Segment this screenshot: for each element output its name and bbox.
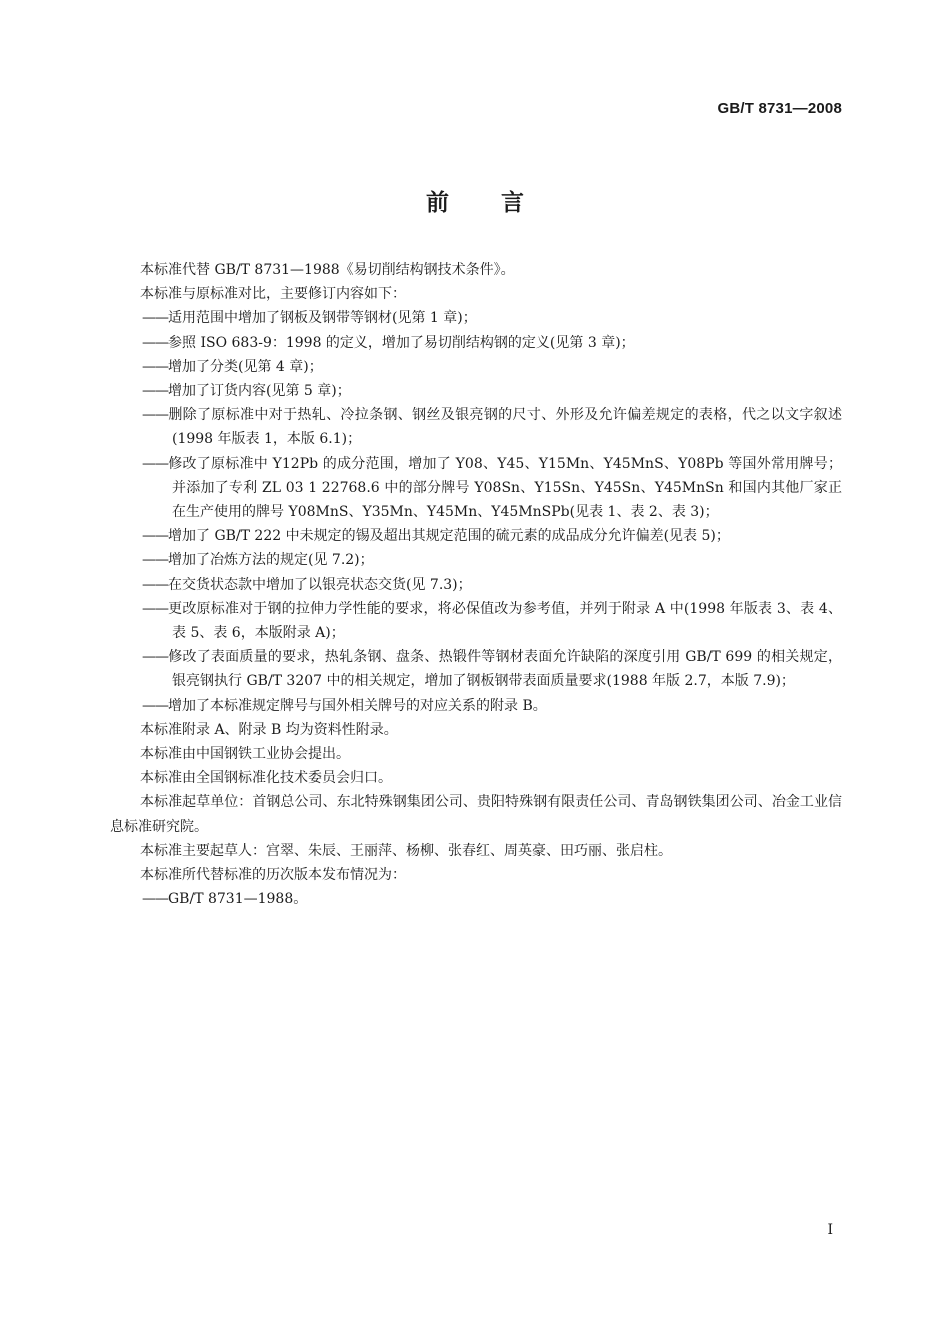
standard-number: GB/T 8731—2008 [717,100,842,117]
dash-marker: —— [142,455,168,472]
list-item-text: 更改原标准对于钢的拉伸力学性能的要求，将必保值改为参考值，并列于附录 A 中(1998 年版表 3、表 4、表 5、表 6，本版附录 A)； [168,600,842,642]
history-item [110,887,842,911]
list-item [110,645,842,693]
list-item-text: 删除了原标准中对于热轧、冷拉条钢、钢丝及银亮钢的尺寸、外形及允许偏差规定的表格，代之以文字叙述(1998 年版表 1，本版 6.1)； [168,407,842,448]
list-item-text: 增加了本标准规定牌号与国外相关牌号的对应关系的附录 B。 [168,697,547,714]
list-item [110,524,842,548]
paragraph-changes-intro: 本标准与原标准对比，主要修订内容如下： [140,286,406,303]
paragraph-annexes: 本标准附录 A、附录 B 均为资料性附录。 [140,721,398,738]
paragraph-history-intro: 本标准所代替标准的历次版本发布情况为： [140,867,406,884]
dash-marker: —— [142,600,168,617]
dash-marker: —— [142,310,168,327]
list-item [110,548,842,572]
list-item [110,403,842,451]
page-number: I [827,1222,833,1238]
dash-marker: —— [142,358,168,375]
list-item-text: 参照 ISO 683-9：1998 的定义，增加了易切削结构钢的定义(见第 3 章)； [168,334,635,351]
list-item [110,597,842,645]
list-item [110,331,842,355]
dash-marker: —— [142,576,168,593]
paragraph-proposer: 本标准由中国钢铁工业协会提出。 [140,746,350,763]
list-item-text: 增加了冶炼方法的规定(见 7.2)； [168,552,374,569]
dash-marker: —— [142,407,168,424]
list-item [110,355,842,379]
list-item-text: 在交货状态款中增加了以银亮状态交货(见 7.3)； [168,576,472,593]
dash-marker: —— [142,334,168,351]
paragraph-drafters: 本标准主要起草人：宫翠、朱辰、王丽萍、杨柳、张春红、周英豪、田巧丽、张启柱。 [140,842,672,859]
dash-marker: —— [142,383,168,400]
paragraph-drafting-units: 本标准起草单位：首钢总公司、东北特殊钢集团公司、贵阳特殊钢有限责任公司、青岛钢铁集团公司、冶金工业信息标准研究院。 [110,794,842,835]
paragraph-supersedes: 本标准代替 GB/T 8731—1988《易切削结构钢技术条件》。 [140,262,515,278]
dash-marker: —— [142,552,168,569]
list-item-text: 增加了 GB/T 222 中未规定的锡及超出其规定范围的硫元素的成品成分允许偏差(见表 5)； [168,528,730,545]
list-item [110,694,842,718]
foreword-body [110,258,842,911]
list-item [110,379,842,403]
list-item [110,306,842,330]
list-item-text: 增加了订货内容(见第 5 章)； [168,383,351,400]
list-item-text: 适用范围中增加了钢板及钢带等钢材(见第 1 章)； [168,310,477,327]
dash-marker: —— [142,528,168,545]
page-title: 前言 [426,190,576,216]
dash-marker: —— [142,649,168,666]
dash-marker: —— [142,891,168,908]
dash-marker: —— [142,697,168,714]
list-item [110,452,842,525]
list-item-text: 增加了分类(见第 4 章)； [168,358,323,375]
list-item [110,573,842,597]
history-item-text: GB/T 8731—1988。 [168,891,308,908]
list-item-text: 修改了原标准中 Y12Pb 的成分范围，增加了 Y08、Y45、Y15Mn、Y45MnS、Y08Pb 等国外常用牌号；并添加了专利 ZL 03 1 22768.6 中的部分牌号 Y08Sn、Y15Sn、Y45Sn、Y45MnSn 和国内其他厂家正在生产使用的牌号 Y08MnS、Y35Mn、Y45Mn、Y45MnSPb(见表 1、表 2、表 3)； [168,455,842,521]
paragraph-committee: 本标准由全国钢标准化技术委员会归口。 [140,770,392,787]
list-item-text: 修改了表面质量的要求，热轧条钢、盘条、热锻件等钢材表面允许缺陷的深度引用 GB/T 699 的相关规定，银亮钢执行 GB/T 3207 中的相关规定，增加了钢板钢带表面质量要求(1988 年版 2.7，本版 7.9)； [168,649,842,690]
